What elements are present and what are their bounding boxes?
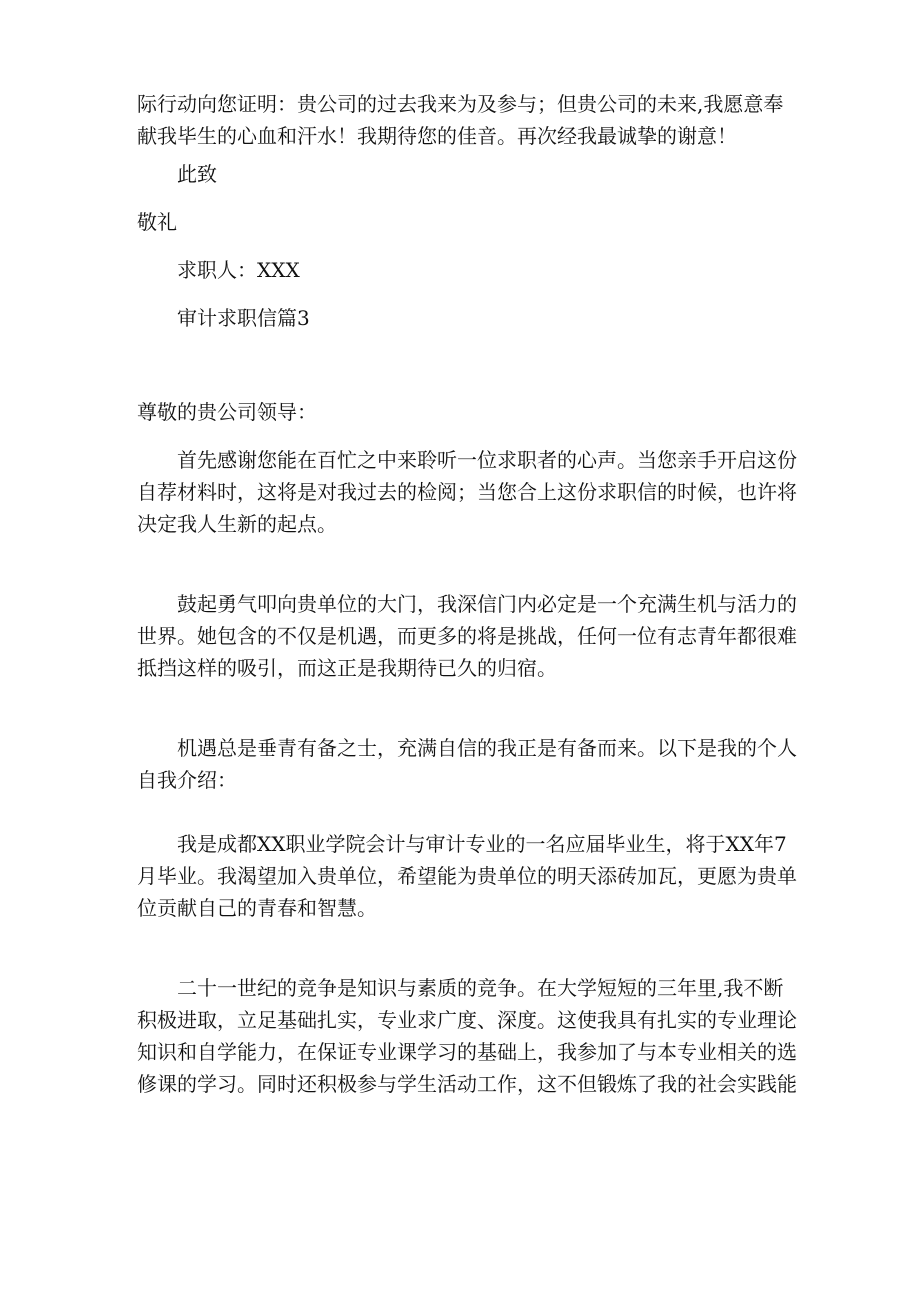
signature-line: 求职人：XXX	[177, 258, 300, 282]
greeting: 尊敬的贵公司领导：	[137, 400, 317, 424]
paragraph-competition: 二十一世纪的竞争是知识与素质的竞争。在大学短短的三年里,我不断积极进取，立足基础扎实，专业求广度、深度。这使我具有扎实的专业理论知识和自学能力，在保证专业课学习的基础上，我参加了与本专业相关的选修课的学习。同时还积极参与学生活动工作，这不但锻炼了我的社会实践能	[137, 976, 797, 1096]
closing-ci-zhi: 此致	[177, 162, 217, 186]
paragraph-thanks: 首先感谢您能在百忙之中来聆听一位求职者的心声。当您亲手开启这份自荐材料时，这将是对我过去的检阅；当您合上这份求职信的时候，也许将决定我人生新的起点。	[137, 448, 797, 536]
closing-jing-li: 敬礼	[137, 210, 177, 234]
paragraph-courage: 鼓起勇气叩向贵单位的大门，我深信门内必定是一个充满生机与活力的世界。她包含的不仅是机遇，而更多的将是挑战，任何一位有志青年都很难抵挡这样的吸引，而这正是我期待已久的归宿。	[137, 592, 797, 680]
paragraph-opportunity: 机遇总是垂青有备之士，充满自信的我正是有备而来。以下是我的个人自我介绍：	[137, 736, 797, 792]
paragraph-continued: 际行动向您证明：贵公司的过去我来为及参与；但贵公司的未来,我愿意奉献我毕生的心血和汗水！我期待您的佳音。再次经我最诚挚的谢意！	[137, 92, 784, 148]
paragraph-introduction: 我是成都XX职业学院会计与审计专业的一名应届毕业生，将于XX年7月毕业。我渴望加入贵单位，希望能为贵单位的明天添砖加瓦，更愿为贵单位贡献自己的青春和智慧。	[137, 832, 797, 920]
section-title: 审计求职信篇3	[177, 306, 310, 330]
